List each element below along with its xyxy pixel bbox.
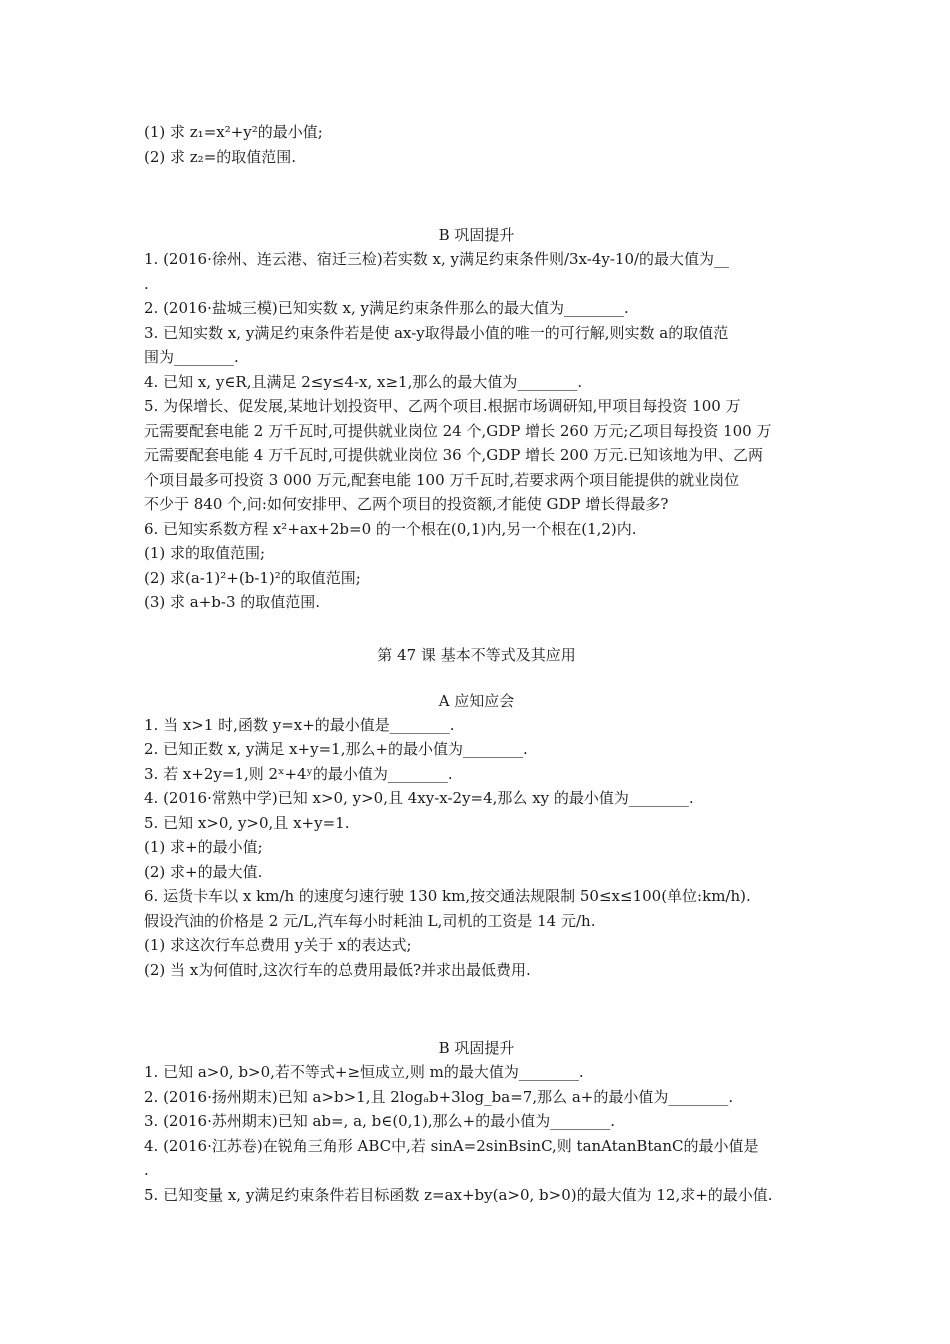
problem-line: 1. 当 x>1 时,函数 y=x+的最小值是________. — [144, 715, 455, 734]
problem-line: (2) 求+的最大值. — [144, 862, 263, 881]
problem-line: 3. 已知实数 x, y满足约束条件若是使 ax-y取得最小值的唯一的可行解,则实数 a的取值范 — [144, 323, 729, 342]
problem-line: . — [144, 1161, 149, 1179]
problem-line: 1. 已知 a>0, b>0,若不等式+≥恒成立,则 m的最大值为________. — [144, 1063, 584, 1081]
problem-line: 5. 为保增长、促发展,某地计划投资甲、乙两个项目.根据市场调研知,甲项目每投资 100 万 — [144, 397, 741, 415]
text-line: (1) 求 z₁=x²+y²的最小值; — [144, 123, 323, 141]
problem-line: 4. (2016·常熟中学)已知 x>0, y>0,且 4xy-x-2y=4,那么 xy 的最小值为________. — [144, 789, 694, 807]
section-heading-b: B 巩固提升 — [438, 226, 515, 244]
problem-line: 6. 已知实系数方程 x²+ax+2b=0 的一个根在(0,1)内,另一个根在(1,2)内. — [144, 519, 637, 538]
problem-line: 4. 已知 x, y∈R,且满足 2≤y≤4-x, x≥1,那么的最大值为________. — [144, 372, 583, 391]
problem-line: 2. 已知正数 x, y满足 x+y=1,那么+的最小值为________. — [144, 740, 528, 758]
problem-line: (2) 求(a-1)²+(b-1)²的取值范围; — [144, 568, 361, 587]
problem-line: 3. (2016·苏州期末)已知 ab=, a, b∈(0,1),那么+的最小值为________. — [144, 1112, 615, 1130]
problem-line: 6. 运货卡车以 x km/h 的速度匀速行驶 130 km,按交通法规限制 50≤x≤100(单位:km/h). — [144, 887, 751, 905]
problem-line: 4. (2016·江苏卷)在锐角三角形 ABC中,若 sinA=2sinBsinC,则 tanAtanBtanC的最小值是 — [144, 1136, 759, 1155]
problem-line: . — [144, 274, 149, 293]
basic-problems — [144, 713, 809, 983]
lesson-title: 第 47 课 基本不等式及其应用 — [377, 645, 576, 664]
problem-line: (2) 当 x为何值时,这次行车的总费用最低?并求出最低费用. — [144, 960, 531, 979]
problem-line: 假设汽油的价格是 2 元/L,汽车每小时耗油 L,司机的工资是 14 元/h. — [144, 911, 596, 930]
text-line: (2) 求 z₂=的取值范围. — [144, 147, 297, 166]
previous-problem-parts — [144, 120, 809, 169]
problem-line: 个项目最多可投资 3 000 万元,配套电能 100 万千瓦时,若要求两个项目能提供的就业岗位 — [144, 470, 740, 489]
problem-line: (1) 求的取值范围; — [144, 544, 266, 562]
problem-line: (1) 求这次行车总费用 y关于 x的表达式; — [144, 936, 412, 954]
problem-line: 5. 已知变量 x, y满足约束条件若目标函数 z=ax+by(a>0, b>0)的最大值为 12,求+的最小值. — [144, 1185, 773, 1204]
problem-line: 1. (2016·徐州、连云港、宿迁三检)若实数 x, y满足约束条件则/3x-4y-10/的最大值为__ — [144, 250, 730, 268]
problem-line: 5. 已知 x>0, y>0,且 x+y=1. — [144, 813, 350, 832]
problem-line: 元需要配套电能 4 万千瓦时,可提供就业岗位 36 个,GDP 增长 200 万元.已知该地为甲、乙两 — [144, 446, 764, 464]
problem-line: 3. 若 x+2y=1,则 2ˣ+4ʸ的最小值为________. — [144, 764, 453, 783]
consolidation-problems-2 — [144, 1060, 809, 1207]
problem-line: 2. (2016·盐城三模)已知实数 x, y满足约束条件那么的最大值为________. — [144, 299, 629, 317]
problem-line: (3) 求 a+b-3 的取值范围. — [144, 593, 321, 611]
problem-line: 2. (2016·扬州期末)已知 a>b>1,且 2logₐb+3log_ba=7,那么 a+的最小值为________. — [144, 1087, 734, 1106]
problem-line: 围为________. — [144, 348, 239, 366]
document-page — [144, 120, 809, 1207]
section-heading-b: B 巩固提升 — [438, 1039, 515, 1057]
problem-line: (1) 求+的最小值; — [144, 838, 263, 856]
consolidation-problems-1 — [144, 247, 809, 615]
problem-line: 不少于 840 个,问:如何安排甲、乙两个项目的投资额,才能使 GDP 增长得最多? — [144, 495, 669, 513]
section-heading-a: A 应知应会 — [438, 691, 515, 710]
problem-line: 元需要配套电能 2 万千瓦时,可提供就业岗位 24 个,GDP 增长 260 万元;乙项目每投资 100 万 — [144, 421, 772, 440]
